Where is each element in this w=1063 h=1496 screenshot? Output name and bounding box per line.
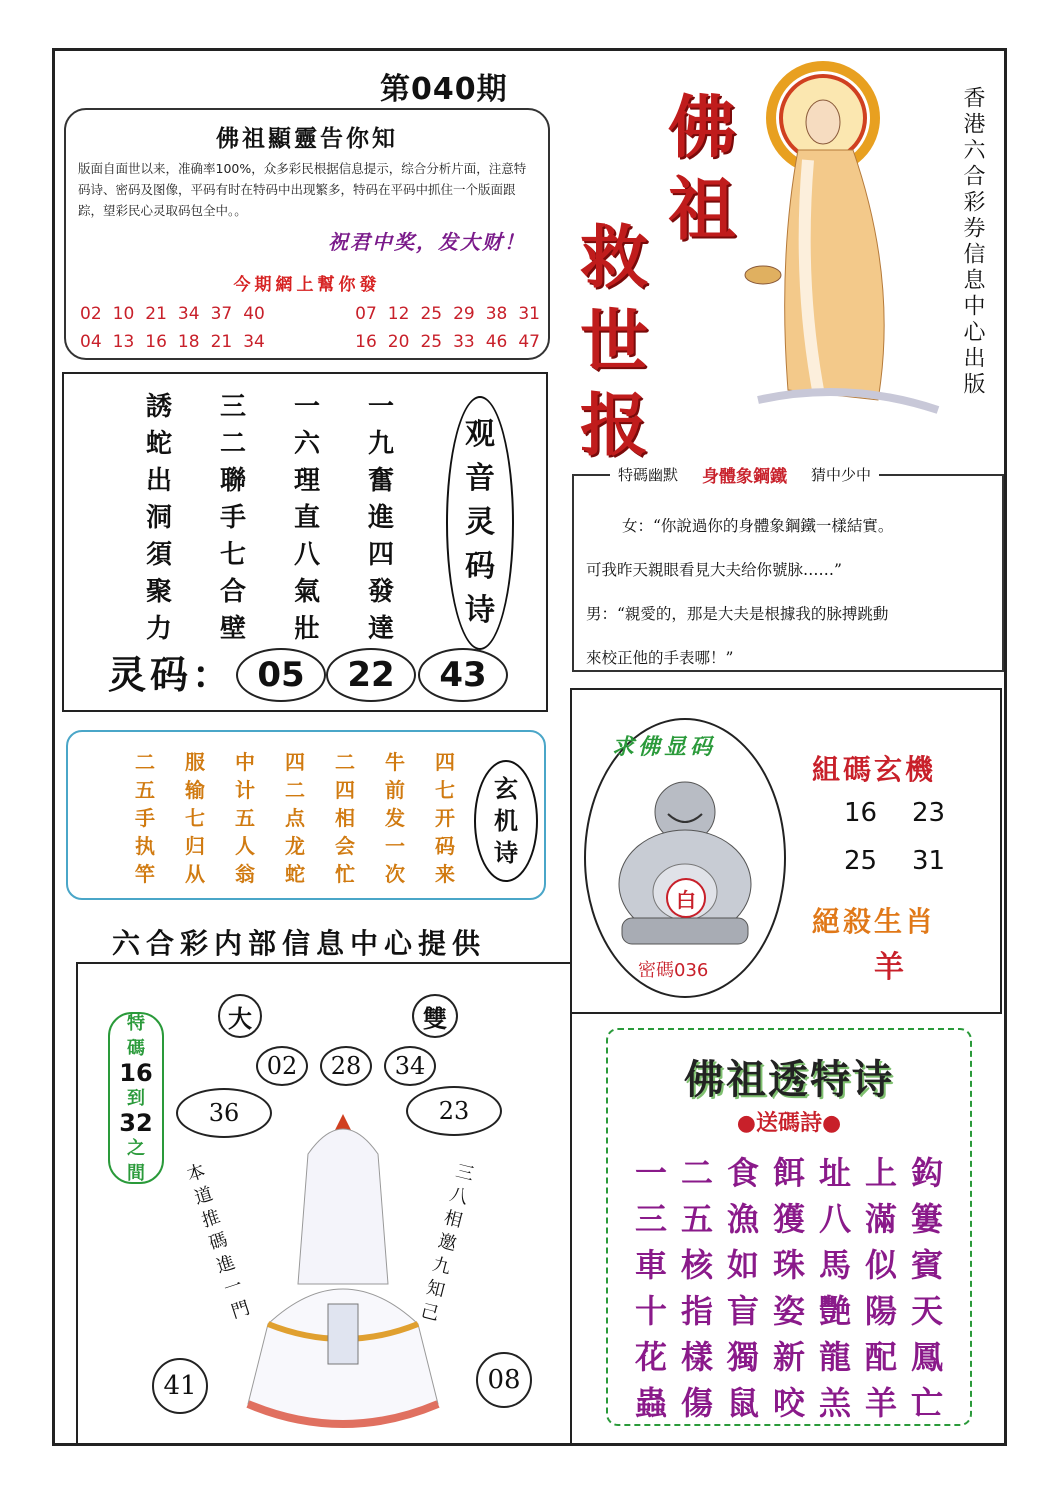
poem-char: 合 — [219, 577, 246, 607]
poem-char: 蟲 — [634, 1384, 667, 1422]
poem-char: 車 — [634, 1246, 667, 1284]
poem-char: 九 — [367, 429, 394, 459]
center-char: 白 — [666, 878, 706, 918]
notice-title: 佛祖顯靈告你知 — [216, 125, 398, 152]
number: 21 — [210, 332, 233, 352]
poem-char: 姿 — [772, 1292, 805, 1330]
poem-char: 傷 — [680, 1384, 713, 1422]
number: 40 — [243, 304, 265, 324]
poem-char: 洞 — [145, 503, 172, 533]
masthead-char: 祖 — [668, 170, 737, 250]
poem-char: 二 — [680, 1154, 713, 1192]
poem-char: 獲 — [772, 1200, 805, 1238]
poem-char: 三 — [634, 1200, 667, 1238]
number: 21 — [145, 304, 167, 324]
poem-char: 發 — [367, 577, 394, 607]
joke-line: 女：“你說過你的身體象鋼鐵一樣結實。 — [622, 517, 894, 535]
notice-box — [64, 108, 550, 360]
xuanji-poem-box — [66, 730, 546, 900]
number: 29 — [453, 304, 475, 324]
title-char: 观 — [465, 417, 495, 452]
poem-char: 新 — [772, 1338, 805, 1376]
guanyin-poem-title — [446, 396, 514, 650]
tema-char: 特 — [127, 1012, 145, 1034]
lingma-number: 05 — [236, 648, 326, 702]
joke-line: 來校正他的手表哪！” — [586, 649, 734, 667]
poem-char: 来 — [435, 862, 455, 886]
tema-char: 之 — [127, 1137, 145, 1159]
poem-char: 二 — [135, 750, 155, 774]
tete-poem-title: 佛祖透特诗 — [684, 1056, 894, 1103]
zuma-number: 31 — [912, 846, 946, 876]
notice-subtitle: 今期網上幫你發 — [233, 275, 381, 295]
poem-char: 服 — [185, 750, 205, 774]
poem-char: 蛇 — [285, 862, 305, 886]
number: 10 — [112, 304, 135, 324]
poem-char: 馬 — [818, 1246, 851, 1284]
poem-char: 珠 — [772, 1246, 805, 1284]
joke-box — [572, 474, 1004, 672]
poem-char: 盲 — [726, 1292, 759, 1330]
number-ring: 28 — [320, 1046, 372, 1086]
poem-char: 前 — [385, 778, 405, 802]
number: 33 — [453, 332, 475, 352]
poem-char: 七 — [219, 540, 246, 570]
arc-text: 求佛显码 — [612, 735, 717, 760]
lingma-label: 灵码： — [108, 653, 235, 697]
poem-char: 二 — [335, 750, 355, 774]
poem-char: 羊 — [864, 1384, 897, 1422]
poem-char: 点 — [285, 806, 305, 830]
number-ring: 36 — [176, 1088, 272, 1138]
poem-char: 達 — [367, 614, 394, 644]
poem-char: 相 — [335, 806, 355, 830]
poem-char: 四 — [367, 540, 394, 570]
poem-char: 三 — [219, 392, 246, 422]
number-ring: 02 — [256, 1046, 308, 1086]
number-group — [80, 332, 265, 360]
poem-char: 出 — [145, 466, 172, 496]
poem-char: 理 — [293, 466, 320, 496]
poem-char: 直 — [293, 503, 320, 533]
poem-char: 花 — [634, 1338, 667, 1376]
poem-char: 会 — [335, 834, 355, 858]
corner-number: 41 — [152, 1358, 208, 1414]
joke-body — [586, 504, 992, 680]
right-verse: 三八相邀九知己 — [414, 1160, 476, 1329]
corner-number: 08 — [476, 1352, 532, 1408]
poem-grid — [122, 386, 418, 645]
poem-char: 发 — [385, 806, 405, 830]
poem-char: 龙 — [285, 834, 305, 858]
number-group — [80, 304, 265, 332]
joke-line: 可我昨天親眼看見大夫给你號脉……” — [586, 561, 842, 579]
xuanji-title — [474, 760, 538, 882]
poem-char: 力 — [145, 614, 172, 644]
poem-char: 竿 — [135, 862, 155, 886]
poem-char: 一 — [634, 1154, 667, 1192]
number: 02 — [80, 304, 102, 324]
joke-head-left: 特碼幽默 — [618, 466, 679, 484]
poem-char: 翁 — [235, 862, 255, 886]
poem-char: 计 — [235, 778, 255, 802]
tema-range-badge — [108, 1012, 164, 1184]
poem-char: 氣 — [293, 577, 320, 607]
poem-char: 手 — [219, 503, 246, 533]
number: 25 — [420, 332, 443, 352]
masthead-char: 佛 — [668, 88, 737, 168]
xuanji-grid — [120, 746, 470, 886]
joke-head-right: 猜中少中 — [811, 466, 872, 484]
poem-char: 樣 — [680, 1338, 713, 1376]
poem-char: 獨 — [726, 1338, 759, 1376]
tete-poem-box — [606, 1028, 972, 1426]
masthead-char: 救 — [580, 218, 649, 298]
poem-char: 艷 — [818, 1292, 851, 1330]
title-char: 诗 — [465, 593, 495, 628]
number: 34 — [177, 304, 200, 324]
joke-head-title: 身體象鋼鐵 — [702, 467, 788, 487]
poem-char: 誘 — [145, 392, 172, 422]
poem-char: 输 — [185, 778, 205, 802]
number: 46 — [485, 332, 508, 352]
number: 20 — [387, 332, 410, 352]
buddha-statue-image — [608, 772, 762, 948]
poem-char: 鈎 — [910, 1154, 943, 1192]
poem-char: 六 — [293, 429, 320, 459]
poem-char: 壯 — [293, 614, 320, 644]
number: 12 — [387, 304, 410, 324]
poem-char: 二 — [285, 778, 305, 802]
poem-char: 五 — [680, 1200, 713, 1238]
poem-char: 二 — [219, 429, 246, 459]
title-char: 码 — [465, 549, 495, 584]
guanyin-poem-box — [62, 372, 548, 712]
number: 13 — [112, 332, 135, 352]
poem-char: 鼠 — [726, 1384, 759, 1422]
joke-line: 男：“親愛的，那是大夫是根據我的脉搏跳動 — [586, 605, 889, 623]
poem-char: 簍 — [910, 1200, 943, 1238]
poem-char: 次 — [385, 862, 405, 886]
poem-char: 進 — [367, 503, 394, 533]
guanyin-standing-image — [738, 60, 948, 420]
excluded-animal: 羊 — [874, 950, 904, 985]
number: 18 — [177, 332, 200, 352]
poem-char: 上 — [864, 1154, 897, 1192]
notice-body: 版面自面世以来，准确率100%，众多彩民根据信息提示，综合分析片面，注意特码诗、密码及图像，平码有时在特码中出现繁多，特码在平码中抓住一个版面跟踪，望彩民心灵取码包全中。。 — [78, 161, 527, 218]
jueshao-title: 絕殺生肖 — [812, 905, 937, 938]
secret-code: 密碼036 — [638, 960, 709, 981]
tete-poem-subtitle: ●送碼詩● — [736, 1111, 842, 1136]
title-char: 诗 — [494, 839, 518, 867]
poem-char: 执 — [135, 834, 155, 858]
poem-char: 咬 — [772, 1384, 805, 1422]
poem-char: 五 — [235, 806, 255, 830]
poem-char: 聚 — [145, 577, 172, 607]
poem-char: 似 — [864, 1246, 897, 1284]
number: 37 — [210, 304, 233, 324]
poem-char: 归 — [185, 834, 205, 858]
bottom-left-box — [76, 962, 572, 1444]
masthead-char: 报 — [580, 386, 649, 466]
zuma-number: 25 — [844, 846, 878, 876]
poem-char: 滿 — [864, 1200, 897, 1238]
poem-char: 食 — [726, 1154, 759, 1192]
title-char: 机 — [494, 807, 518, 835]
poem-char: 蛇 — [145, 429, 172, 459]
poem-char: 配 — [864, 1338, 897, 1376]
poem-char: 亡 — [910, 1384, 943, 1422]
poem-char: 五 — [135, 778, 155, 802]
issue-number: 第040期 — [380, 72, 508, 107]
poem-char: 核 — [680, 1246, 713, 1284]
poem-char: 壁 — [219, 614, 246, 644]
poem-char: 中 — [235, 750, 255, 774]
poem-char: 址 — [818, 1154, 851, 1192]
zuma-number: 23 — [912, 798, 946, 828]
poem-char: 陽 — [864, 1292, 897, 1330]
poem-char: 手 — [135, 806, 155, 830]
poem-char: 奮 — [367, 466, 394, 496]
number: 34 — [243, 332, 265, 352]
poem-char: 从 — [185, 862, 205, 886]
poem-char: 八 — [293, 540, 320, 570]
poem-char: 忙 — [335, 862, 355, 886]
tema-char: 到 — [127, 1087, 145, 1109]
lingma-number: 22 — [326, 648, 416, 702]
number: 25 — [420, 304, 443, 324]
number: 07 — [355, 304, 377, 324]
buddha-oval — [584, 718, 786, 998]
number-group — [355, 304, 540, 332]
number: 16 — [145, 332, 167, 352]
poem-char: 码 — [435, 834, 455, 858]
tema-char: 16 — [119, 1058, 153, 1087]
number: 38 — [485, 304, 508, 324]
big-label: 大 — [218, 994, 262, 1038]
tema-char: 間 — [127, 1162, 145, 1184]
poem-char: 鳳 — [910, 1338, 943, 1376]
title-char: 玄 — [494, 775, 518, 803]
poem-char: 一 — [385, 834, 405, 858]
number-row — [80, 332, 540, 360]
number: 04 — [80, 332, 102, 352]
masthead-char: 世 — [580, 302, 649, 382]
poem-char: 天 — [910, 1292, 943, 1330]
zuma-title: 組碼玄機 — [812, 753, 937, 786]
title-char: 灵 — [465, 505, 495, 540]
number-row — [80, 304, 540, 332]
poem-char: 四 — [435, 750, 455, 774]
number-ring: 34 — [384, 1046, 436, 1086]
number: 47 — [518, 332, 540, 352]
number: 16 — [355, 332, 377, 352]
left-verse: 本道推碼進一門 — [181, 1160, 254, 1327]
number-ring: 23 — [406, 1086, 502, 1136]
tema-char: 碼 — [127, 1037, 145, 1059]
poem-char: 龍 — [818, 1338, 851, 1376]
double-label: 雙 — [412, 994, 458, 1038]
poem-char: 一 — [367, 392, 394, 422]
poem-char: 四 — [335, 778, 355, 802]
poem-char: 牛 — [385, 750, 405, 774]
lingma-number: 43 — [418, 648, 508, 702]
poem-char: 四 — [285, 750, 305, 774]
poem-char: 八 — [818, 1200, 851, 1238]
guanyin-seated-image — [228, 1104, 458, 1444]
poem-char: 十 — [634, 1292, 667, 1330]
title-char: 音 — [465, 461, 495, 496]
zuma-number: 16 — [844, 798, 878, 828]
poem-char: 漁 — [726, 1200, 759, 1238]
poem-char: 人 — [235, 834, 255, 858]
poem-char: 羔 — [818, 1384, 851, 1422]
buddha-box — [570, 688, 1002, 1014]
number: 31 — [518, 304, 540, 324]
poem-char: 七 — [435, 778, 455, 802]
poem-char: 賓 — [910, 1246, 943, 1284]
tema-char: 32 — [119, 1108, 153, 1137]
poem-char: 一 — [293, 392, 320, 422]
poem-char: 开 — [435, 806, 455, 830]
poem-char: 七 — [185, 806, 205, 830]
poem-char: 餌 — [772, 1154, 805, 1192]
poem-char: 聯 — [219, 466, 246, 496]
number-grid — [80, 304, 540, 360]
poem-char: 如 — [726, 1246, 759, 1284]
notice-wish: 祝君中奖，发大财！ — [328, 230, 526, 254]
publisher-text: 香港六合彩券信息中心出版 — [960, 86, 985, 398]
number-group — [355, 332, 540, 360]
poem-char: 指 — [680, 1292, 713, 1330]
poem-char: 須 — [145, 540, 172, 570]
tete-poem-grid — [628, 1148, 950, 1424]
provider-text: 六合彩内部信息中心提供 — [112, 927, 487, 960]
